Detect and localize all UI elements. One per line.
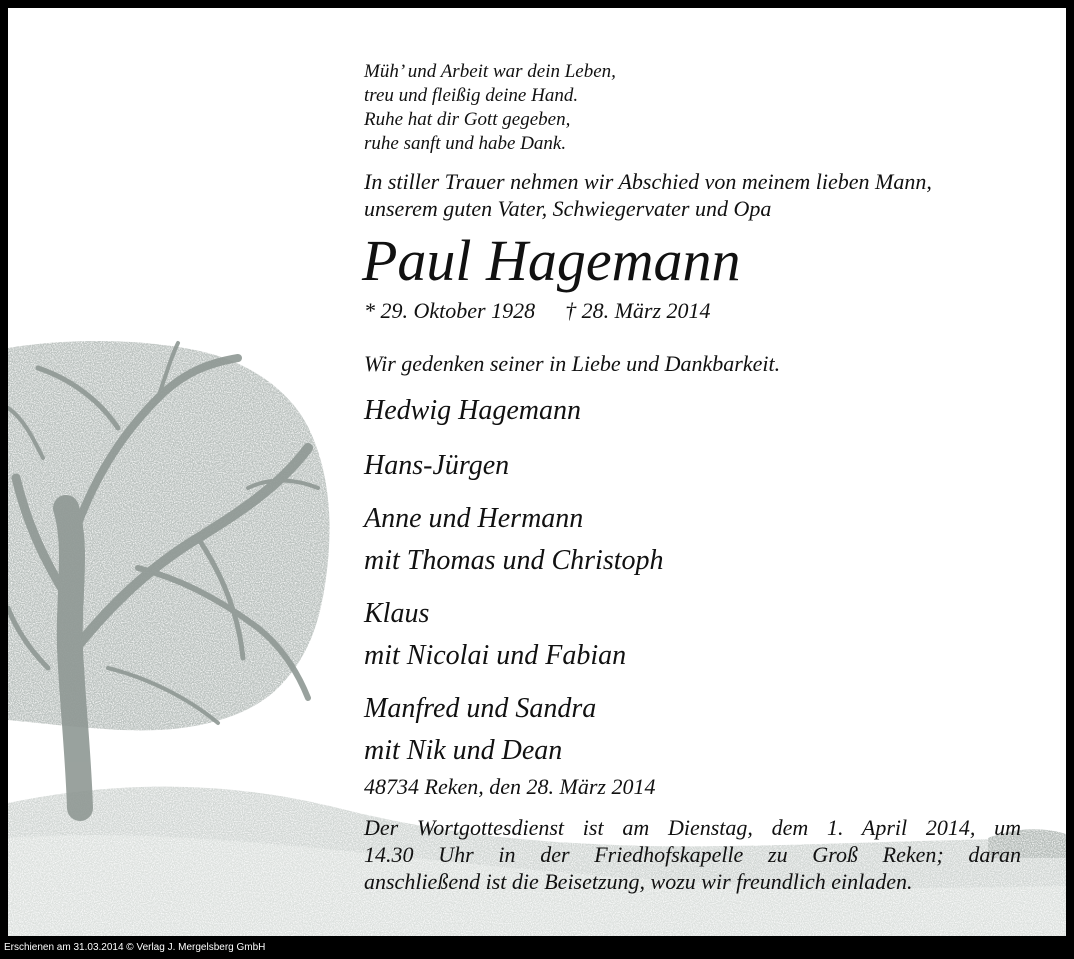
mourner-line: Manfred und Sandra: [364, 693, 597, 724]
service-line: 14.30 Uhr in der Friedhofskapelle zu Groß Reken; daran: [364, 842, 1021, 867]
funeral-service-notice: [364, 814, 1021, 895]
service-line: anschließend ist die Beisetzung, wozu wir freundlich einladen.: [364, 869, 913, 894]
publication-footer: Erschienen am 31.03.2014 © Verlag J. Mergelsberg GmbH: [4, 942, 266, 953]
death-date: † 28. März 2014: [565, 298, 711, 323]
farewell-line: In stiller Trauer nehmen wir Abschied von meinem lieben Mann,: [364, 169, 932, 194]
mourner-line: Anne und Hermann: [364, 503, 584, 534]
mourner-line: Hedwig Hagemann: [364, 395, 581, 426]
mourner-line: mit Nicolai und Fabian: [364, 640, 627, 671]
poem-line: Ruhe hat dir Gott gegeben,: [364, 109, 571, 130]
farewell-text: [364, 168, 932, 222]
life-dates: [364, 297, 711, 325]
place-and-date: 48734 Reken, den 28. März 2014: [364, 774, 656, 799]
service-line: Der Wortgottesdienst ist am Dienstag, dem 1. April 2014, um: [364, 815, 1021, 840]
poem-line: ruhe sanft und habe Dank.: [364, 133, 567, 154]
poem-line: treu und fleißig deine Hand.: [364, 85, 579, 106]
poem-verse: [364, 60, 616, 156]
mourner-line: mit Nik und Dean: [364, 735, 563, 766]
obituary-panel: [8, 8, 1066, 936]
mourner-line: mit Thomas und Christoph: [364, 545, 664, 576]
farewell-line: unserem guten Vater, Schwiegervater und Opa: [364, 196, 772, 221]
remembrance-text: Wir gedenken seiner in Liebe und Dankbarkeit.: [364, 351, 781, 376]
deceased-name: Paul Hagemann: [362, 228, 741, 293]
poem-line: Müh’ und Arbeit war dein Leben,: [364, 61, 616, 82]
birth-date: * 29. Oktober 1928: [364, 298, 536, 323]
mourner-line: Klaus: [364, 598, 430, 629]
mourner-line: Hans-Jürgen: [364, 450, 510, 481]
